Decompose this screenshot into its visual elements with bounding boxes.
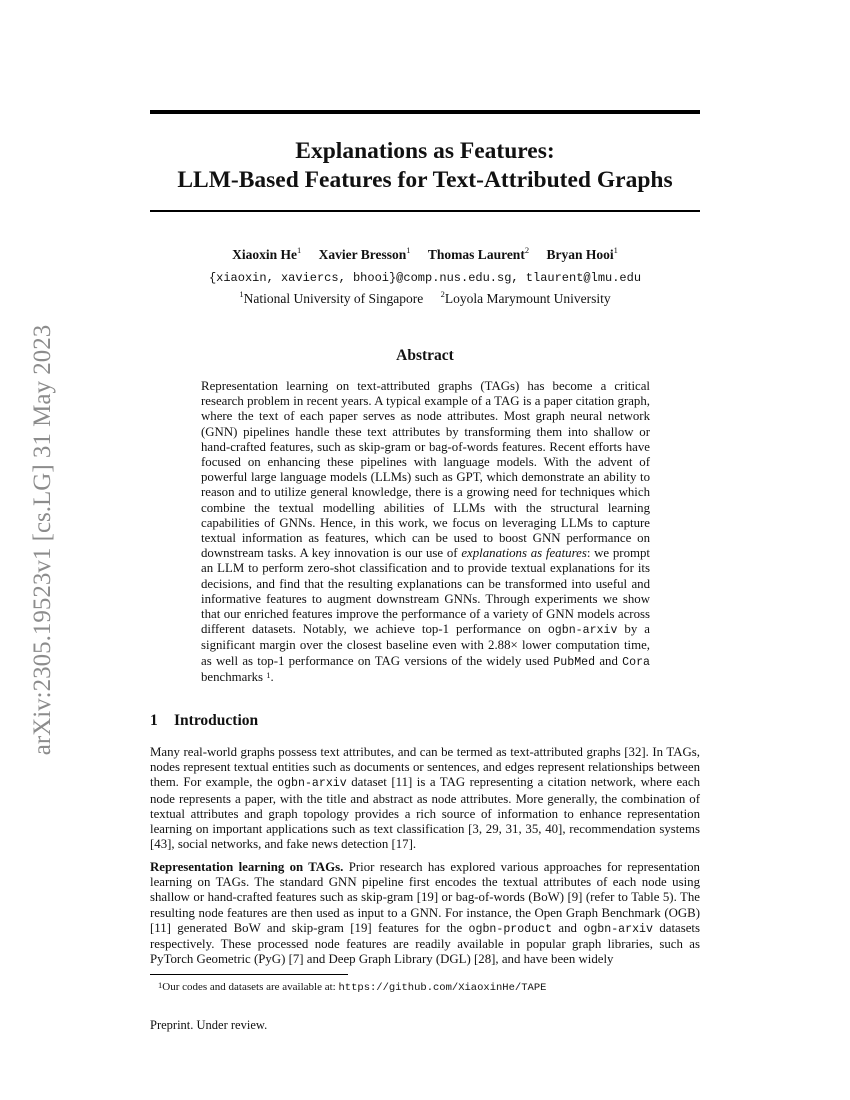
author-emails: {xiaoxin, xaviercs, bhooi}@comp.nus.edu.sg, tlaurent@lmu.edu xyxy=(208,271,642,285)
author-list xyxy=(150,247,700,263)
title-line-2: LLM-Based Features for Text-Attributed Graphs xyxy=(177,167,673,193)
footnote-link[interactable]: https://github.com/XiaoxinHe/TAPE xyxy=(338,982,547,994)
preprint-note: Preprint. Under review. xyxy=(150,1018,268,1032)
abstract-body: Representation learning on text-attributed graphs (TAGs) has become a critical research problem in recent years. A typical example of a TAG is a paper citation graph, where the text of each paper serves as node attributes. Most graph neural network (GNN) pipelines handle these text attributes by transforming them into shallow or hand-crafted features, such as skip-gram or bag-of-words features. Recent efforts have focused on enhancing these pipelines with language models. With the advent of powerful large language models (LLMs) such as GPT, which demonstrate an ability to reason and to utilize general knowledge, there is a growing need for techniques which combine the textual modelling abilities of LLMs with the structural learning capabilities of GNNs. Hence, in this work, we focus on leveraging LLMs to capture textual information as features, which can be used to boost GNN performance on downstream tasks. A key innovation is our use of explanations as features: we prompt an LLM to perform zero-shot classification and to provide textual explanations for its decisions, and find that the resulting explanations can be transformed into useful and informative features to augment downstream GNNs. Through experiments we show that our enriched features improve the performance of a variety of GNN models across different datasets. Notably, we achieve top-1 performance on ogbn-arxiv by a significant margin over the closest baseline even with 2.88× lower computation time, as well as top-1 performance on TAG versions of the widely used PubMed and Cora benchmarks $^1$. xyxy=(201,379,650,684)
author: Bryan Hooi$^1$ xyxy=(546,245,618,262)
footnote: $^1$Our codes and datasets are available at: https://github.com/XiaoxinHe/TAPE xyxy=(158,980,547,994)
author: Xiaoxin He$^1$ xyxy=(232,245,302,262)
section-heading-introduction: 1 Introduction xyxy=(150,712,259,729)
title-line-1: Explanations as Features: xyxy=(295,138,555,164)
author: Thomas Laurent$^2$ xyxy=(427,245,530,262)
intro-paragraph-1: Many real-world graphs possess text attributes, and can be termed as text-attributed graphs [32]. In TAGs, nodes represent textual entities such as documents or sentences, and edges represent relationships between them. For example, the ogbn-arxiv dataset [11] is a TAG representing a citation network, where each node represents a paper, with the title and abstract as node attributes. More generally, the combination of textual attributes and graph topology provides a rich source of information to enhance representation learning on important applications such as text classification [3, 29, 31, 35, 40], recommendation systems [43], social networks, and fake news detection [17]. xyxy=(150,745,701,852)
intro-paragraph-2: Representation learning on TAGs. Prior research has explored various approaches for representation learning on TAGs. The standard GNN pipeline first encodes the textual attributes of each node using shallow or hand-crafted features such as skip-gram [19] or bag-of-words (BoW) [9] (refer to Table 5). The resulting node features are then used as input to a GNN. For instance, the Open Graph Benchmark (OGB) [11] generated BoW and skip-gram [19] features for the ogbn-product and ogbn-arxiv datasets respectively. These processed node features are readily available in popular graph libraries, such as PyTorch Geometric (PyG) [7] and Deep Graph Library (DGL) [28], and have been widely xyxy=(150,860,700,967)
affiliation: $^2$Loyola Marymount University xyxy=(440,289,611,306)
paper-title xyxy=(150,137,700,195)
abstract-heading: Abstract xyxy=(396,347,454,364)
title-top-rule xyxy=(150,110,700,114)
affiliations xyxy=(150,291,700,307)
title-bottom-rule xyxy=(150,210,700,212)
arxiv-stamp-text: arXiv:2305.19523v1 [cs.LG] 31 May 2023 xyxy=(29,324,56,756)
affiliation: $^1$National University of Singapore xyxy=(239,289,424,306)
arxiv-stamp xyxy=(28,300,58,780)
author: Xavier Bresson$^1$ xyxy=(318,245,411,262)
footnote-rule xyxy=(150,974,348,975)
